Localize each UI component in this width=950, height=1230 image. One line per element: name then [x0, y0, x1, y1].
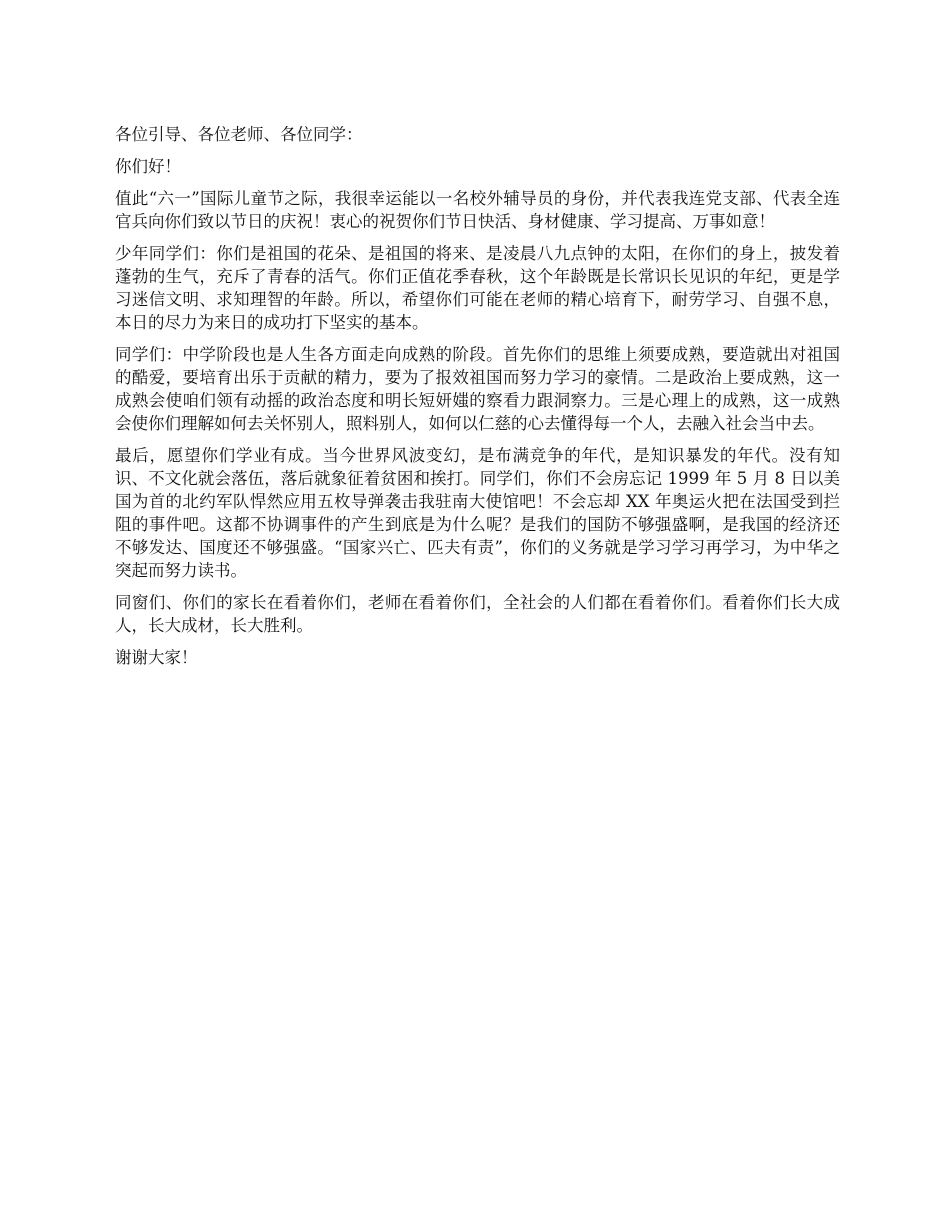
paragraph-study-hard: 最后，愿望你们学业有成。当今世界风波变幻，是布满竞争的年代，是知识暴发的年代。没有知识、不文化就会落伍，落后就象征着贫困和挨打。同学们，你们不会房忘记 1999 年 5 月 8 日以美国为首的北约军队悍然应用五枚导弹袭击我驻南大使馆吧！不会忘却 XX 年奥运火把在法国受到拦阻的事件吧。这都不协调事件的产生到底是为什么呢？是我们的国防不够强盛啊，是我国的经济还不够发达、国度还不够强盛。“国家兴亡、匹夫有责”，你们的义务就是学习学习再学习，为中华之突起而努力读书。 — [115, 446, 840, 580]
closing-thanks: 谢谢大家！ — [115, 648, 198, 667]
document-body — [115, 123, 840, 678]
greeting: 你们好！ — [115, 157, 181, 176]
salutation: 各位引导、各位老师、各位同学： — [115, 125, 363, 144]
paragraph-festival-wishes: 值此“六一”国际儿童节之际，我很幸运能以一名校外辅导员的身份，并代表我连党支部、代表全连官兵向你们致以节日的庆祝！衷心的祝贺你们节日快活、身材健康、学习提高、万事如意！ — [115, 189, 840, 231]
paragraph-young-students: 少年同学们：你们是祖国的花朵、是祖国的将来、是凌晨八九点钟的太阳，在你们的身上，披发着蓬勃的生气，充斥了青春的活气。你们正值花季春秋，这个年龄既是长常识长见识的年纪，更是学习迷信文明、求知理智的年龄。所以，希望你们可能在老师的精心培育下，耐劳学习、自强不息，本日的尽力为来日的成功打下坚实的基本。 — [115, 244, 840, 332]
paragraph-everyone-watching: 同窗们、你们的家长在看着你们，老师在看着你们，全社会的人们都在看着你们。看着你们长大成人，长大成材，长大胜利。 — [115, 593, 840, 635]
paragraph-maturity: 同学们：中学阶段也是人生各方面走向成熟的阶段。首先你们的思维上须要成熟，要造就出对祖国的酷爱，要培育出乐于贡献的精力，要为了报效祖国而努力学习的豪情。二是政治上要成熟，这一成熟会使咱们领有动摇的政治态度和明长短妍媸的察看力跟洞察力。三是心理上的成熟，这一成熟会使你们理解如何去关怀别人，照料别人，如何以仁慈的心去懂得每一个人，去融入社会当中去。 — [115, 345, 840, 433]
